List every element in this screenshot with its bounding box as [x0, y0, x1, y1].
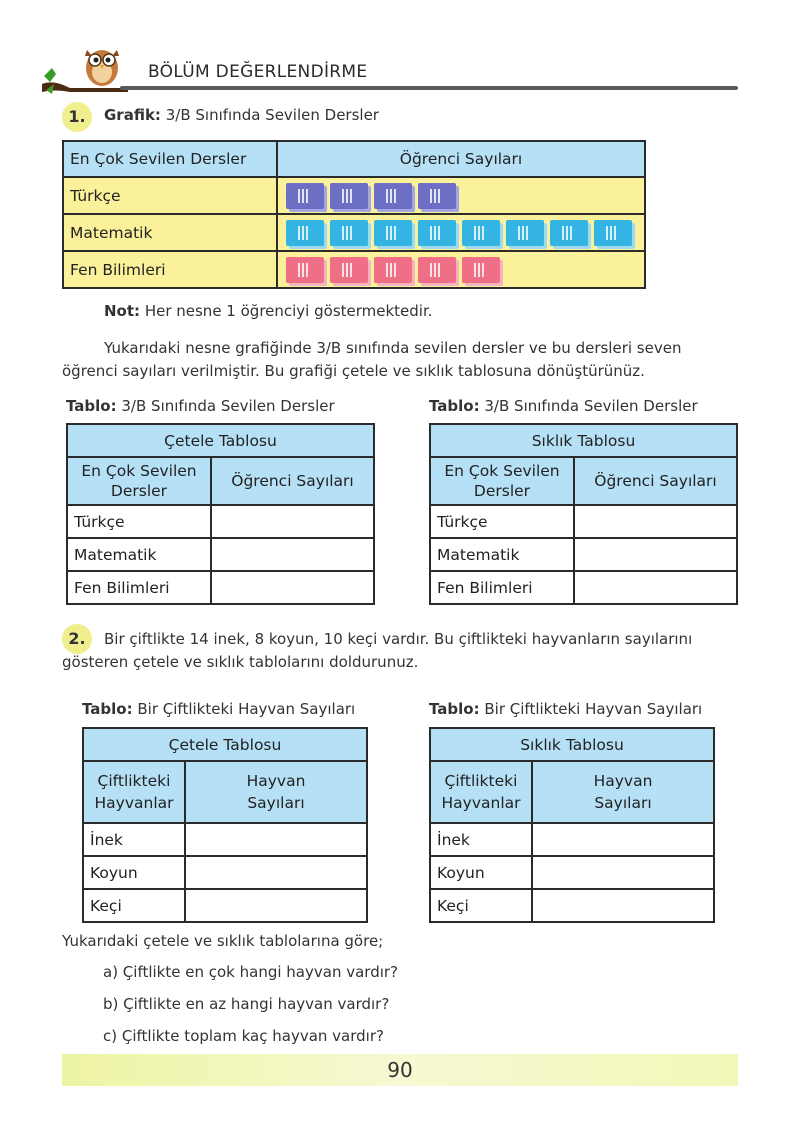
- caption-text: 3/B Sınıfında Sevilen Dersler: [484, 397, 698, 415]
- student-icon: [418, 220, 456, 246]
- row-label: Keçi: [83, 889, 185, 922]
- followup-question: a) Çiftlikte en çok hangi hayvan vardır?: [103, 963, 399, 981]
- header-divider: [120, 86, 738, 90]
- student-icon: [594, 220, 632, 246]
- answer-cell[interactable]: [532, 856, 714, 889]
- student-icon: [550, 220, 588, 246]
- caption-text: Bir Çiftlikteki Hayvan Sayıları: [484, 700, 703, 718]
- row-label: Matematik: [67, 538, 211, 571]
- answer-cell[interactable]: [185, 889, 367, 922]
- row-label: Türkçe: [430, 505, 574, 538]
- followup-question: b) Çiftlikte en az hangi hayvan vardır?: [103, 995, 390, 1013]
- pictograph-row-label: Fen Bilimleri: [63, 251, 277, 288]
- answer-cell[interactable]: [211, 538, 374, 571]
- student-icon: [418, 257, 456, 283]
- answer-cell[interactable]: [185, 823, 367, 856]
- q2-text-line: gösteren çetele ve sıklık tablolarını doldurunuz.: [62, 653, 419, 671]
- owl-mascot-icon: [40, 40, 130, 100]
- pictograph-table: [62, 140, 646, 289]
- note-text: Her nesne 1 öğrenciyi göstermektedir.: [144, 302, 433, 320]
- graph-note: [104, 302, 433, 320]
- student-icon: [286, 220, 324, 246]
- student-icon: [330, 220, 368, 246]
- student-icon: [374, 220, 412, 246]
- answer-cell[interactable]: [532, 823, 714, 856]
- graph-label: Grafik:: [104, 106, 161, 124]
- table-title: Çetele Tablosu: [67, 424, 374, 457]
- section-title: BÖLÜM DEĞERLENDİRME: [148, 62, 368, 82]
- table-title: Sıklık Tablosu: [430, 728, 714, 761]
- graph-title: 3/B Sınıfında Sevilen Dersler: [165, 106, 379, 124]
- col-header-counts: Hayvan Sayıları: [185, 761, 367, 823]
- row-label: İnek: [83, 823, 185, 856]
- question-number-badge: 2.: [62, 624, 92, 654]
- row-label: Keçi: [430, 889, 532, 922]
- col-header-animals: Çiftlikteki Hayvanlar: [430, 761, 532, 823]
- table-caption: [66, 397, 335, 415]
- pictograph-icons-fen: [284, 257, 638, 283]
- student-icon: [374, 257, 412, 283]
- student-icon: [330, 183, 368, 209]
- caption-text: 3/B Sınıfında Sevilen Dersler: [121, 397, 335, 415]
- question-1-title: [104, 106, 379, 124]
- table-caption: [82, 700, 355, 718]
- pictograph-col1-header: En Çok Sevilen Dersler: [63, 141, 277, 177]
- tally-table-q2: [82, 727, 368, 923]
- q1-instruction: [62, 337, 738, 383]
- answer-cell[interactable]: [574, 538, 737, 571]
- tally-table-q1: [66, 423, 375, 605]
- pictograph-icons-turkce: [284, 183, 638, 209]
- answer-cell[interactable]: [574, 571, 737, 604]
- student-icon: [330, 257, 368, 283]
- frequency-table-q1: [429, 423, 738, 605]
- page-number: 90: [387, 1058, 413, 1082]
- question-number-badge: 1.: [62, 102, 92, 132]
- answer-cell[interactable]: [574, 505, 737, 538]
- caption-label: Tablo:: [66, 397, 117, 415]
- row-label: Fen Bilimleri: [67, 571, 211, 604]
- pictograph-row-label: Türkçe: [63, 177, 277, 214]
- student-icon: [374, 183, 412, 209]
- student-icon: [418, 183, 456, 209]
- student-icon: [462, 220, 500, 246]
- followup-question: c) Çiftlikte toplam kaç hayvan vardır?: [103, 1027, 384, 1045]
- pictograph-icons-matematik: [284, 220, 638, 246]
- q2-text-line: Bir çiftlikte 14 inek, 8 koyun, 10 keçi vardır. Bu çiftlikteki hayvanların sayılarını: [104, 630, 693, 648]
- answer-cell[interactable]: [211, 505, 374, 538]
- q2-text: [62, 628, 738, 674]
- row-label: İnek: [430, 823, 532, 856]
- col-header-subject: En Çok Sevilen Dersler: [430, 457, 574, 505]
- student-icon: [506, 220, 544, 246]
- caption-label: Tablo:: [82, 700, 133, 718]
- col-header-subject: En Çok Sevilen Dersler: [67, 457, 211, 505]
- row-label: Koyun: [83, 856, 185, 889]
- row-label: Türkçe: [67, 505, 211, 538]
- row-label: Koyun: [430, 856, 532, 889]
- pictograph-col2-header: Öğrenci Sayıları: [277, 141, 645, 177]
- answer-cell[interactable]: [185, 856, 367, 889]
- followup-intro: Yukarıdaki çetele ve sıklık tablolarına göre;: [62, 932, 384, 950]
- col-header-count: Öğrenci Sayıları: [211, 457, 374, 505]
- answer-cell[interactable]: [532, 889, 714, 922]
- row-label: Matematik: [430, 538, 574, 571]
- frequency-table-q2: [429, 727, 715, 923]
- table-caption: [429, 700, 702, 718]
- instruction-line: öğrenci sayıları verilmiştir. Bu grafiği çetele ve sıklık tablosuna dönüştürünüz.: [62, 362, 645, 380]
- student-icon: [462, 257, 500, 283]
- table-title: Çetele Tablosu: [83, 728, 367, 761]
- caption-label: Tablo:: [429, 397, 480, 415]
- pictograph-row-label: Matematik: [63, 214, 277, 251]
- col-header-counts: Hayvan Sayıları: [532, 761, 714, 823]
- student-icon: [286, 183, 324, 209]
- row-label: Fen Bilimleri: [430, 571, 574, 604]
- col-header-animals: Çiftlikteki Hayvanlar: [83, 761, 185, 823]
- caption-text: Bir Çiftlikteki Hayvan Sayıları: [137, 700, 356, 718]
- table-title: Sıklık Tablosu: [430, 424, 737, 457]
- table-caption: [429, 397, 698, 415]
- col-header-count: Öğrenci Sayıları: [574, 457, 737, 505]
- note-label: Not:: [104, 302, 141, 320]
- caption-label: Tablo:: [429, 700, 480, 718]
- student-icon: [286, 257, 324, 283]
- instruction-line: Yukarıdaki nesne grafiğinde 3/B sınıfında sevilen dersler ve bu dersleri seven: [104, 339, 682, 357]
- answer-cell[interactable]: [211, 571, 374, 604]
